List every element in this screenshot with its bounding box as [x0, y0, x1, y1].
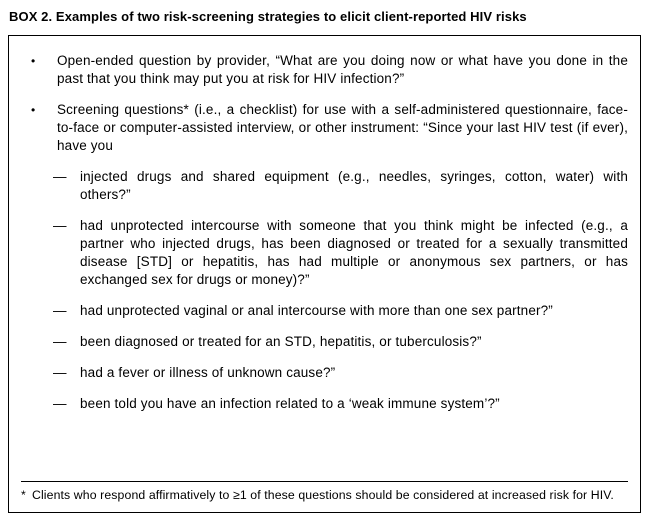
- dash-marker: —: [53, 303, 67, 318]
- sub-list-item: [53, 168, 628, 204]
- footnote: [21, 481, 628, 503]
- sub-list-item-text: been diagnosed or treated for an STD, hepatitis, or tuberculosis?”: [80, 334, 482, 349]
- bullet-marker: •: [31, 103, 36, 117]
- sub-list-item: [53, 364, 628, 382]
- box-title: BOX 2. Examples of two risk-screening strategies to elicit client-reported HIV risks: [9, 9, 527, 24]
- sub-list-item: [53, 395, 628, 413]
- list-item: [31, 52, 628, 88]
- bullet-marker: •: [31, 54, 36, 68]
- list-item-text: Open-ended question by provider, “What are you doing now or what have you done in the past that you think may put you at risk for HIV infection?”: [57, 53, 628, 86]
- list-item-text: Screening questions* (i.e., a checklist) for use with a self-administered questionnaire, face-to-face or computer-assisted interview, or other instrument: “Since your last HIV test (if ever), have you: [57, 102, 628, 153]
- dash-marker: —: [53, 218, 67, 233]
- sub-list-item-text: been told you have an infection related to a ‘weak immune system’?”: [80, 396, 500, 411]
- risk-screening-box: [8, 35, 641, 513]
- sub-list-item-text: had unprotected intercourse with someone that you think might be infected (e.g., a partner who injected drugs, has been diagnosed or treated for a sexually transmitted disease [STD] or hepatitis, has had multiple or anonymous sex partners, or has exchanged sex for drugs or money)?”: [80, 218, 628, 287]
- list-item: [31, 101, 628, 155]
- sub-list-item: [53, 217, 628, 289]
- footnote-asterisk: *: [21, 488, 26, 502]
- sub-list-item: [53, 333, 628, 351]
- sub-list-item-text: injected drugs and shared equipment (e.g., needles, syringes, cotton, water) with others?”: [80, 169, 628, 202]
- dash-marker: —: [53, 396, 67, 411]
- sub-list-item-text: had a fever or illness of unknown cause?”: [80, 365, 336, 380]
- sub-list-item: [53, 302, 628, 320]
- dash-marker: —: [53, 334, 67, 349]
- dash-marker: —: [53, 365, 67, 380]
- footnote-text: Clients who respond affirmatively to ≥1 of these questions should be considered at increased risk for HIV.: [32, 488, 614, 502]
- sub-list-item-text: had unprotected vaginal or anal intercourse with more than one sex partner?”: [80, 303, 553, 318]
- dash-marker: —: [53, 169, 67, 184]
